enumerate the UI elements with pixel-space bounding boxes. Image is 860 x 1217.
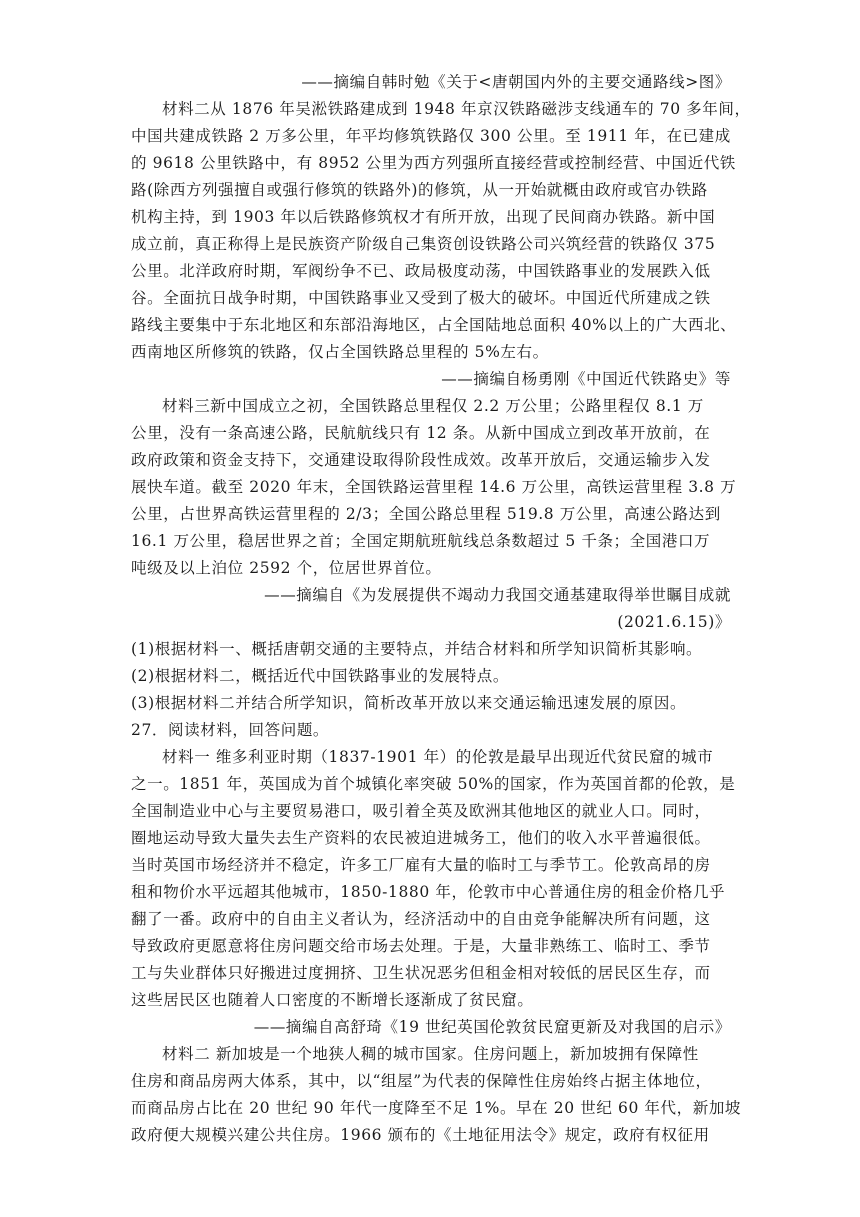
material-2-paragraph-line: 路(除西方列强擅自或强行修筑的铁路外)的修筑，从一开始就概由政府或官办铁路: [131, 181, 708, 199]
q27-material-1-paragraph-line: 圈地运动导致大量失去生产资料的农民被迫进城务工，他们的收入水平普遍很低。: [131, 829, 711, 847]
q27-material-1-paragraph-line: 租和物价水平远超其他城市，1850-1880 年，伦敦市中心普通住房的租金价格几乎: [131, 883, 726, 901]
q27-material-1-paragraph-line: 当时英国市场经济并不稳定，许多工厂雇有大量的临时工与季节工。伦敦高昂的房: [131, 856, 711, 874]
material-2-paragraph-line: 成立前，真正称得上是民族资产阶级自己集资创设铁路公司兴筑经营的铁路仅 375: [131, 235, 716, 253]
material-3-paragraph-line: 展快车道。截至 2020 年末，全国铁路运营里程 14.6 万公里，高铁运营里程 3.8 万: [131, 478, 737, 496]
material-3-paragraph-line: 16.1 万公里，稳居世界之首；全国定期航班航线总条数超过 5 千条；全国港口万: [131, 532, 711, 550]
material-2-paragraph-line: 谷。全面抗日战争时期，中国铁路事业又受到了极大的破坏。中国近代所建成之铁: [131, 289, 711, 307]
question-1: (1)根据材料一、概括唐朝交通的主要特点，并结合材料和所学知识简析其影响。: [131, 640, 703, 658]
material-2-paragraph-line: 机构主持，到 1903 年以后铁路修筑权才有所开放，出现了民间商办铁路。新中国: [131, 208, 716, 226]
material-3-paragraph-line: 公里，没有一条高速公路，民航航线只有 12 条。从新中国成立到改革开放前，在: [131, 424, 711, 442]
source-citation-q27-material-1: ——摘编自高舒琦《19 世纪英国伦敦贫民窟更新及对我国的启示》: [253, 1018, 731, 1036]
material-2-paragraph-line: 路线主要集中于东北地区和东部沿海地区，占全国陆地总面积 40%以上的广大西北、: [131, 316, 737, 334]
material-3-paragraph-line: 材料三新中国成立之初，全国铁路总里程仅 2.2 万公里；公路里程仅 8.1 万: [162, 397, 704, 415]
material-2-paragraph-line: 材料二从 1876 年吴淞铁路建成到 1948 年京汉铁路磁涉支线通车的 70 多年间，: [162, 100, 751, 118]
source-citation-date: (2021.6.15)》: [617, 613, 731, 631]
q27-material-1-paragraph-line: 全国制造业中心与主要贸易港口，吸引着全英及欧洲其他地区的就业人口。同时，: [131, 802, 711, 820]
q27-material-1-paragraph-line: 之一。1851 年，英国成为首个城镇化率突破 50%的国家，作为英国首都的伦敦，是: [131, 775, 736, 793]
material-2-paragraph-line: 西南地区所修筑的铁路，仅占全国铁路总里程的 5%左右。: [131, 343, 549, 361]
q27-material-2-paragraph-line: 政府便大规模兴建公共住房。1966 颁布的《土地征用法令》规定，政府有权征用: [131, 1126, 710, 1144]
q27-material-2-paragraph-line: 材料二 新加坡是一个地狭人稠的城市国家。住房问题上，新加坡拥有保障性: [162, 1045, 699, 1063]
question-27-heading: 27．阅读材料，回答问题。: [131, 721, 330, 739]
q27-material-1-paragraph-line: 导致政府更愿意将住房问题交给市场去处理。于是，大量非熟练工、临时工、季节: [131, 937, 711, 955]
source-citation-material-3: ——摘编自《为发展提供不竭动力我国交通基建取得举世瞩目成就: [264, 586, 731, 604]
material-3-paragraph-line: 吨级及以上泊位 2592 个，位居世界首位。: [131, 559, 442, 577]
material-3-paragraph-line: 政府政策和资金支持下，交通建设取得阶段性成效。改革开放后，交通运输步入发: [131, 451, 711, 469]
q27-material-1-paragraph-line: 工与失业群体只好搬进过度拥挤、卫生状况恶劣但租金相对较低的居民区生存，而: [131, 964, 711, 982]
material-2-paragraph-line: 的 9618 公里铁路中，有 8952 公里为西方列强所直接经营或控制经营、中国近代铁: [131, 154, 736, 172]
source-citation-material-1: ——摘编自韩时勉《关于<唐朝国内外的主要交通路线>图》: [301, 73, 731, 91]
material-3-paragraph-line: 公里，占世界高铁运营里程的 2/3；全国公路总里程 519.8 万公里，高速公路达到: [131, 505, 721, 523]
q27-material-2-paragraph-line: 而商品房占比在 20 世纪 90 年代一度降至不足 1%。早在 20 世纪 60 年代，新加坡: [131, 1099, 742, 1117]
question-3: (3)根据材料二并结合所学知识，简析改革开放以来交通运输迅速发展的原因。: [131, 694, 687, 712]
q27-material-2-paragraph-line: 住房和商品房两大体系，其中，以“组屋”为代表的保障性住房始终占据主体地位，: [131, 1072, 712, 1090]
q27-material-1-paragraph-line: 翻了一番。政府中的自由主义者认为，经济活动中的自由竞争能解决所有问题，这: [131, 910, 711, 928]
q27-material-1-paragraph-line: 这些居民区也随着人口密度的不断增长逐渐成了贫民窟。: [131, 991, 534, 1009]
q27-material-1-paragraph-line: 材料一 维多利亚时期（1837-1901 年）的伦敦是最早出现近代贫民窟的城市: [162, 748, 714, 766]
source-citation-material-2: ——摘编自杨勇刚《中国近代铁路史》等: [441, 370, 731, 388]
question-2: (2)根据材料二，概括近代中国铁路事业的发展特点。: [131, 667, 509, 685]
material-2-paragraph-line: 中国共建成铁路 2 万多公里，年平均修筑铁路仅 300 公里。至 1911 年，在已建成: [131, 127, 731, 145]
material-2-paragraph-line: 公里。北洋政府时期，军阀纷争不已、政局极度动荡，中国铁路事业的发展跌入低: [131, 262, 711, 280]
